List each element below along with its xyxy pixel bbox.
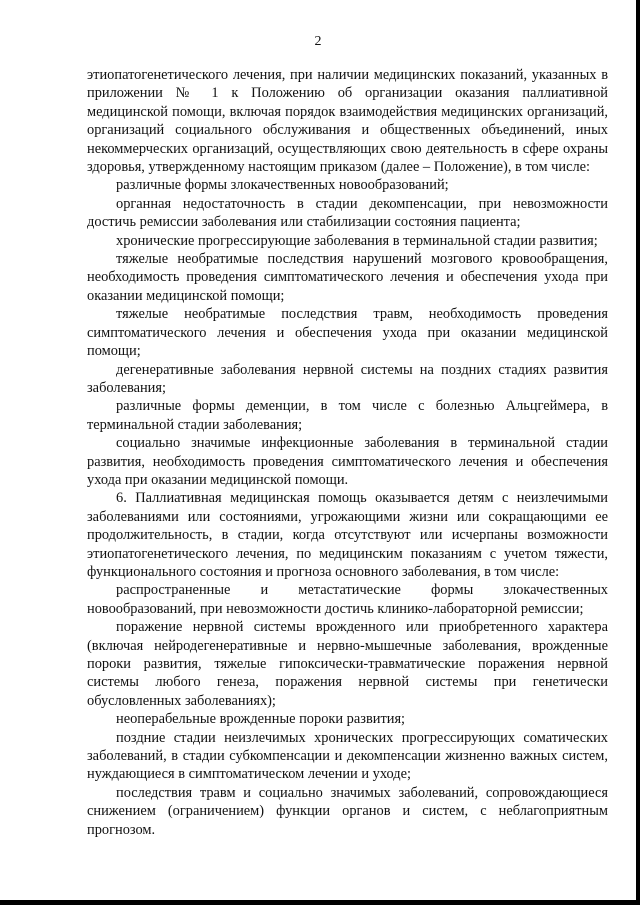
list-item-children-trauma: последствия травм и социально значимых заболеваний, сопровождающиеся снижением (ограничением) функции органов и систем, с неблагоприятным прогнозом. bbox=[87, 784, 608, 838]
page-number: 2 bbox=[314, 34, 322, 49]
list-item-infectious: социально значимые инфекционные заболевания в терминальной стадии развития, необходимость проведения симптоматического лечения и обеспечения ухода при оказании медицинской помощи. bbox=[87, 435, 608, 488]
body-text bbox=[87, 66, 608, 839]
list-item-degenerative: дегенеративные заболевания нервной системы на поздних стадиях развития заболевания; bbox=[87, 361, 608, 396]
list-item-children-neoplasms: распространенные и метастатические формы злокачественных новообразований, при невозможности достичь клинико-лабораторной ремиссии; bbox=[87, 582, 608, 617]
list-item-children-malformations: неоперабельные врожденные пороки развития; bbox=[116, 711, 406, 728]
list-item-children-chronic: поздние стадии неизлечимых хронических прогрессирующих соматических заболеваний, в стадии субкомпенсации и декомпенсации жизненно важных систем, нуждающиеся в симптоматическом лечении и уходе; bbox=[87, 729, 608, 783]
paragraph-continuation: этиопатогенетического лечения, при наличии медицинских показаний, указанных в приложении № 1 к Положению об организации оказания паллиативной медицинской помощи, включая порядок взаимодействия медицинских организаций, организаций социального обслуживания и общественных объединений, иных некоммерческих организаций, осуществляющих свою деятельность в сфере охраны здоровья, утвержденному настоящим приказом (далее – Положение), в том числе: bbox=[87, 67, 608, 176]
list-item-dementia: различные формы деменции, в том числе с болезнью Альцгеймера, в терминальной стадии заболевания; bbox=[87, 398, 608, 433]
list-item-cerebrovascular: тяжелые необратимые последствия нарушений мозгового кровообращения, необходимость проведения симптоматического лечения и обеспечения ухода при оказании медицинской помощи; bbox=[87, 251, 608, 304]
list-item-chronic-diseases: хронические прогрессирующие заболевания в терминальной стадии развития; bbox=[116, 232, 598, 249]
list-item-trauma: тяжелые необратимые последствия травм, необходимость проведения симптоматического лечения и обеспечения ухода при оказании медицинской помощи; bbox=[87, 306, 608, 360]
list-item-malignant-neoplasms: различные формы злокачественных новообразований; bbox=[116, 177, 449, 194]
list-item-organ-failure: органная недостаточность в стадии декомпенсации, при невозможности достичь ремиссии заболевания или стабилизации состояния пациента; bbox=[87, 195, 608, 231]
list-item-children-nervous-system: поражение нервной системы врожденного или приобретенного характера (включая нейродегенеративные и нервно-мышечные заболевания, врожденные пороки развития, тяжелые гипоксически-травматические поражения нервной системы любого генеза, поражения нервной системы при генетически обусловленных заболеваниях); bbox=[87, 619, 608, 709]
paragraph-section-6: 6. Паллиативная медицинская помощь оказывается детям с неизлечимыми заболеваниями или состояниями, угрожающими жизни или сокращающими ее продолжительность, в стадии, когда отсутствуют или исчерпаны возможности этиопатогенетического лечения, по медицинским показаниям с учетом тяжести, функционального состояния и прогноза основного заболевания, в том числе: bbox=[87, 490, 608, 580]
